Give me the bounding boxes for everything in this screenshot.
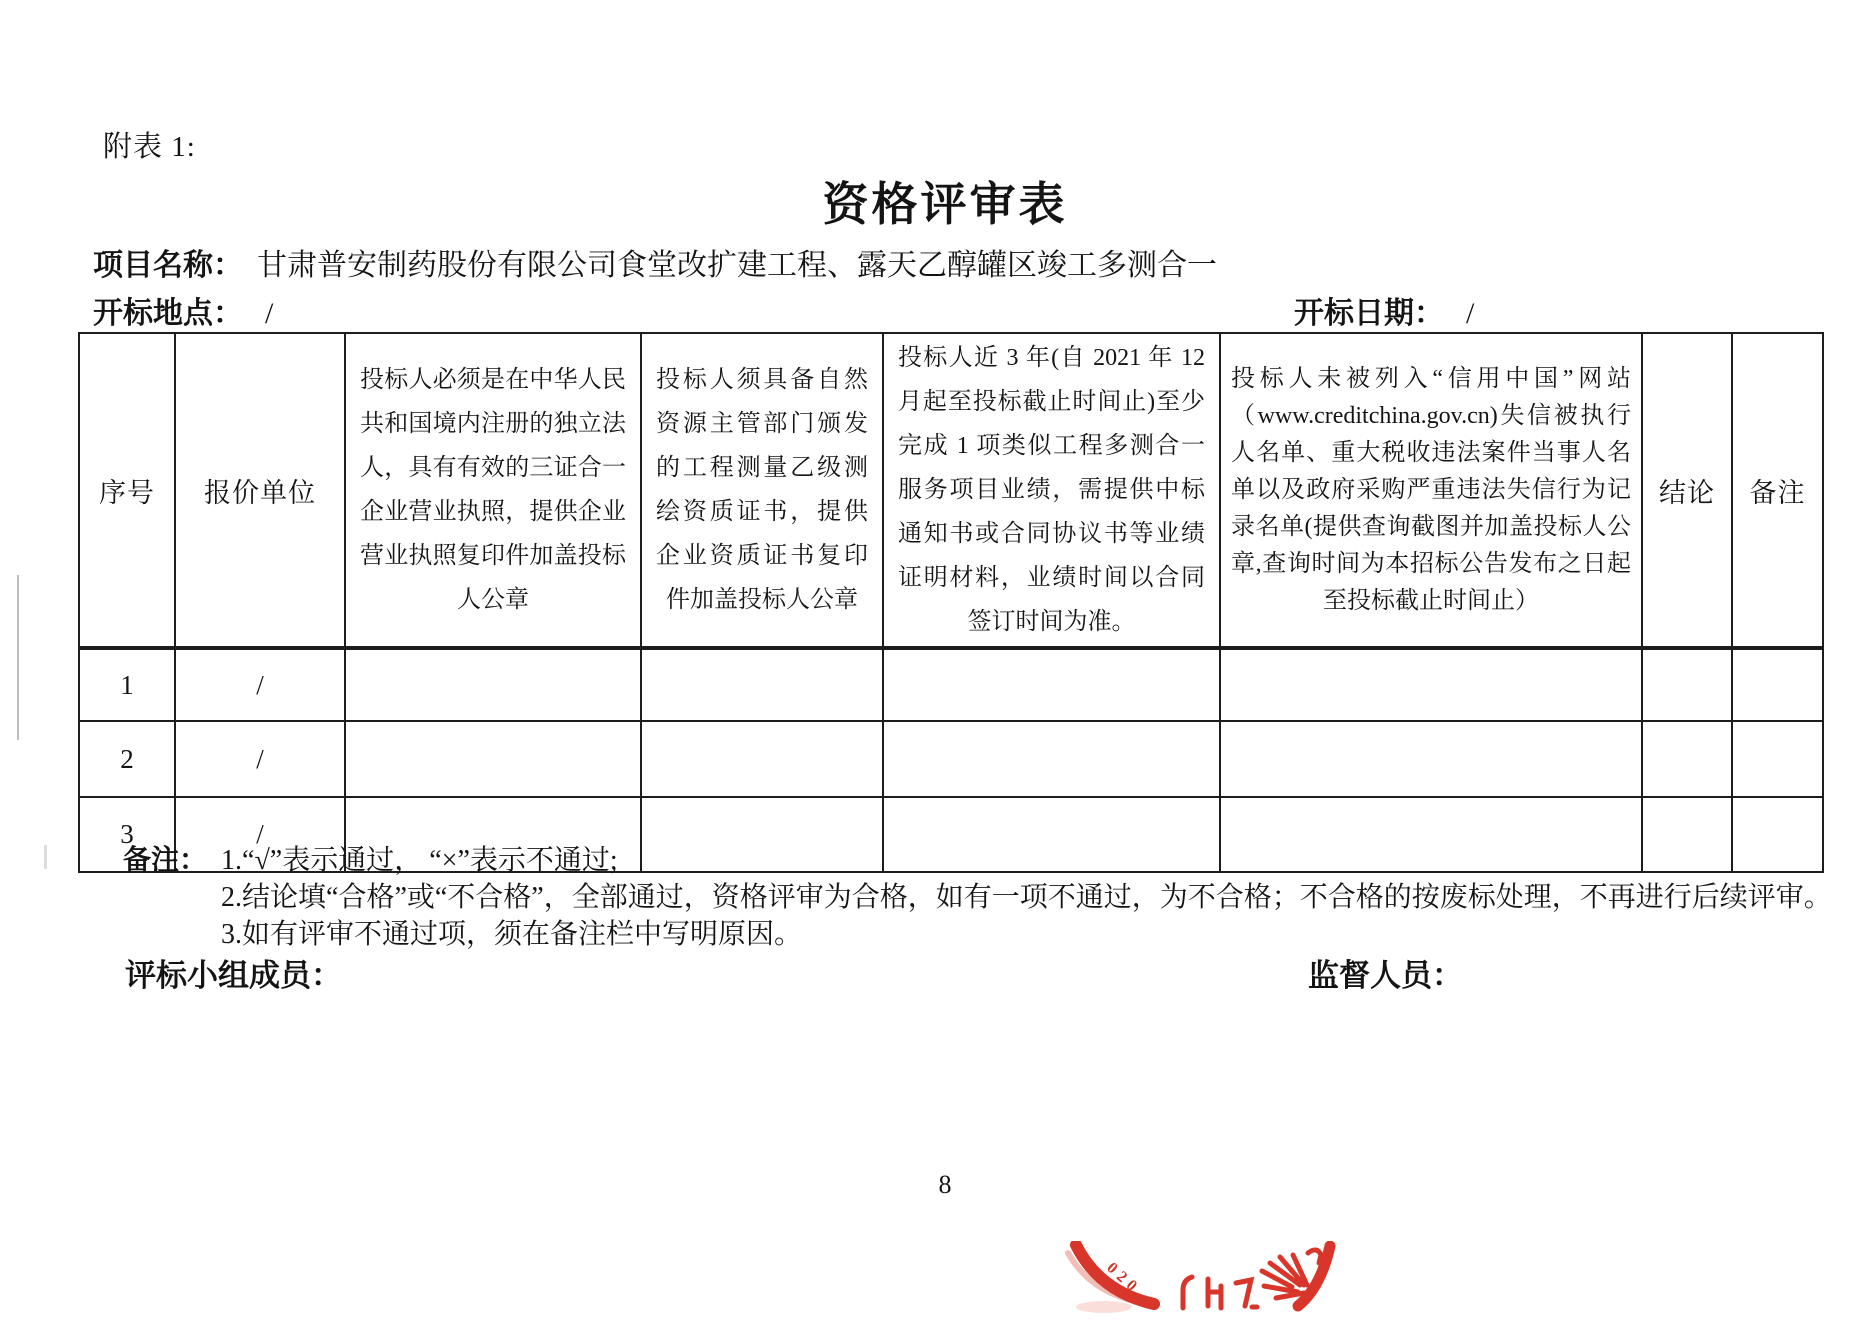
col-header-certificate: 投标人须具备自然资源主管部门颁发的工程测量乙级测绘资质证书，提供企业资质证书复印件加盖投标人公章 — [641, 333, 883, 648]
project-name-value: 甘肃普安制药股份有限公司食堂改扩建工程、露天乙醇罐区竣工多测合一 — [257, 249, 1217, 282]
credit-cell — [1220, 648, 1642, 721]
notes-label: 备注： — [123, 845, 208, 876]
qualification-review-table — [78, 332, 1824, 873]
bidder-cell: / — [175, 721, 345, 797]
license-cell — [345, 721, 641, 797]
project-name-label: 项目名称： — [93, 249, 243, 282]
stamp-smudge — [1076, 1301, 1132, 1313]
scan-artifact — [44, 845, 47, 869]
license-cell — [345, 648, 641, 721]
bid-location-value: / — [265, 297, 274, 330]
certificate-cell — [641, 648, 883, 721]
col-header-conclusion: 结论 — [1642, 333, 1732, 648]
table-row — [79, 648, 1823, 721]
page-title: 资格评审表 — [822, 179, 1068, 230]
stamp-digits: 020 — [1103, 1259, 1144, 1299]
scan-artifact — [17, 575, 19, 740]
seq-cell: 3 — [79, 797, 175, 872]
conclusion-cell — [1642, 648, 1732, 721]
bid-date-value: / — [1466, 297, 1475, 330]
evaluation-team-label: 评标小组成员： — [125, 958, 342, 993]
notes-block — [123, 842, 1853, 953]
col-header-seq: 序号 — [79, 333, 175, 648]
col-header-remarks: 备注 — [1732, 333, 1823, 648]
project-name-line — [93, 240, 1217, 284]
bid-date-line — [1294, 288, 1474, 332]
col-header-credit: 投标人未被列入“信用中国”网站（www.creditchina.gov.cn)失信被执行人名单、重大税收违法案件当事人名单以及政府采购严重违法失信行为记录名单(提供查询截图并加盖投标人公章,查询时间为本招标公告发布之日起至投标截止时间止） — [1220, 333, 1642, 648]
red-stamp — [1062, 1241, 1342, 1321]
bidder-cell: / — [175, 648, 345, 721]
col-header-bidder: 报价单位 — [175, 333, 345, 648]
seq-cell: 1 — [79, 648, 175, 721]
certificate-cell — [641, 721, 883, 797]
table-row — [79, 721, 1823, 797]
bidder-cell: / — [175, 797, 345, 872]
seq-cell: 2 — [79, 721, 175, 797]
credit-cell — [1220, 721, 1642, 797]
col-header-license: 投标人必须是在中华人民共和国境内注册的独立法人，具有有效的三证合一企业营业执照，提供企业营业执照复印件加盖投标人公章 — [345, 333, 641, 648]
attachment-label: 附表 1: — [103, 131, 196, 163]
performance-cell — [883, 648, 1220, 721]
note-item: 1.“√”表示通过， “×”表示不通过; — [221, 845, 618, 876]
note-item: 3.如有评审不通过项，须在备注栏中写明原因。 — [221, 919, 803, 950]
page-number: 8 — [938, 1170, 952, 1199]
bid-location-label: 开标地点： — [93, 297, 243, 330]
supervisor-label: 监督人员： — [1308, 958, 1463, 993]
remarks-cell — [1732, 648, 1823, 721]
col-header-performance: 投标人近 3 年(自 2021 年 12 月起至投标截止时间止)至少完成 1 项类似工程多测合一服务项目业绩，需提供中标通知书或合同协议书等业绩证明材料，业绩时间以合同签订时间为准。 — [883, 333, 1220, 648]
conclusion-cell — [1642, 721, 1732, 797]
bid-location-line — [93, 288, 273, 332]
table-header-row — [79, 333, 1823, 648]
remarks-cell — [1732, 721, 1823, 797]
bid-date-label: 开标日期： — [1294, 297, 1444, 330]
stamp-character-fragments — [1262, 1255, 1307, 1298]
note-item: 2.结论填“合格”或“不合格”，全部通过，资格评审为合格，如有一项不通过，为不合格；不合格的按废标处理，不再进行后续评审。 — [221, 882, 1832, 913]
performance-cell — [883, 721, 1220, 797]
